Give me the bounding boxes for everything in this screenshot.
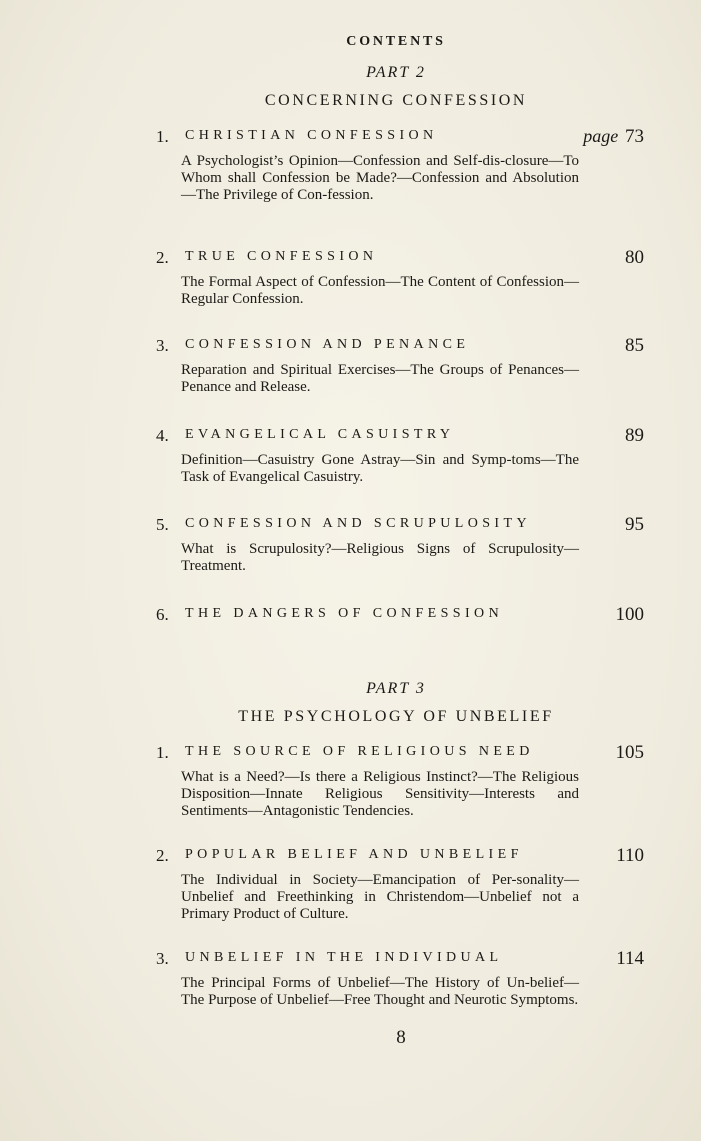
chapter-description: A Psychologist’s Opinion—Confession and Self-dis-closure—To Whom shall Confession be Made?—Confession and Absolution—The Privilege of Con-fession. bbox=[181, 153, 579, 203]
toc-entry bbox=[156, 426, 644, 486]
chapter-number: 2. bbox=[156, 248, 169, 267]
chapter-title: EVANGELICAL CASUISTRY bbox=[185, 427, 455, 442]
toc-entry bbox=[156, 846, 644, 923]
chapter-number: 1. bbox=[156, 743, 169, 762]
chapter-number: 5. bbox=[156, 515, 169, 534]
page-word: page bbox=[583, 126, 619, 146]
toc-entry bbox=[156, 949, 644, 1009]
chapter-number: 2. bbox=[156, 846, 169, 865]
chapter-title: THE SOURCE OF RELIGIOUS NEED bbox=[185, 744, 534, 759]
chapter-description: The Individual in Society—Emancipation of Per-sonality—Unbelief and Freethinking in Christendom—Unbelief not a Primary Product of Culture. bbox=[181, 872, 579, 922]
part-2-title: CONCERNING CONFESSION bbox=[264, 92, 528, 109]
chapter-description: Reparation and Spiritual Exercises—The Groups of Penances—Penance and Release. bbox=[181, 362, 579, 395]
chapter-page-number: 85 bbox=[625, 335, 644, 356]
chapter-page-number: page 73 bbox=[583, 126, 644, 147]
chapter-number: 3. bbox=[156, 949, 169, 968]
part-2-label: PART 2 bbox=[366, 64, 426, 81]
chapter-title: TRUE CONFESSION bbox=[185, 249, 378, 264]
chapter-description: Definition—Casuistry Gone Astray—Sin and Symp-toms—The Task of Evangelical Casuistry. bbox=[181, 452, 579, 485]
chapter-title: CONFESSION AND PENANCE bbox=[185, 337, 470, 352]
toc-entry bbox=[156, 248, 644, 308]
toc-entry bbox=[156, 605, 644, 625]
chapter-number: 1. bbox=[156, 127, 169, 146]
chapter-description: The Principal Forms of Unbelief—The History of Un-belief—The Purpose of Unbelief—Free Thought and Neurotic Symptoms. bbox=[181, 975, 579, 1008]
chapter-number: 4. bbox=[156, 426, 169, 445]
chapter-number: 6. bbox=[156, 605, 169, 624]
chapter-page-number: 80 bbox=[625, 247, 644, 268]
toc-entry bbox=[156, 743, 644, 820]
chapter-page-number: 100 bbox=[615, 604, 644, 625]
part-3-label: PART 3 bbox=[366, 680, 426, 697]
toc-entry bbox=[156, 127, 644, 204]
chapter-description: The Formal Aspect of Confession—The Content of Confession—Regular Confession. bbox=[181, 274, 579, 307]
toc-entry bbox=[156, 515, 644, 575]
chapter-title: UNBELIEF IN THE INDIVIDUAL bbox=[185, 950, 503, 965]
chapter-title: THE DANGERS OF CONFESSION bbox=[185, 606, 504, 621]
chapter-description: What is Scrupulosity?—Religious Signs of Scrupulosity—Treatment. bbox=[181, 541, 579, 574]
chapter-page-number: 105 bbox=[615, 742, 644, 763]
chapter-description: What is a Need?—Is there a Religious Instinct?—The Religious Disposition—Innate Religious Sensitivity—Interests and Sentiments—Antagonistic Tendencies. bbox=[181, 769, 579, 819]
chapter-page-number: 114 bbox=[616, 948, 644, 969]
chapter-title: POPULAR BELIEF AND UNBELIEF bbox=[185, 847, 523, 862]
chapter-page-number: 95 bbox=[625, 514, 644, 535]
chapter-title: CHRISTIAN CONFESSION bbox=[185, 128, 438, 143]
chapter-number: 3. bbox=[156, 336, 169, 355]
contents-heading: CONTENTS bbox=[346, 34, 446, 49]
chapter-title: CONFESSION AND SCRUPULOSITY bbox=[185, 516, 531, 531]
part-3-title: THE PSYCHOLOGY OF UNBELIEF bbox=[238, 708, 554, 725]
page-folio: 8 bbox=[396, 1027, 406, 1048]
toc-entry bbox=[156, 336, 644, 396]
chapter-page-number: 89 bbox=[625, 425, 644, 446]
chapter-page-number: 110 bbox=[616, 845, 644, 866]
